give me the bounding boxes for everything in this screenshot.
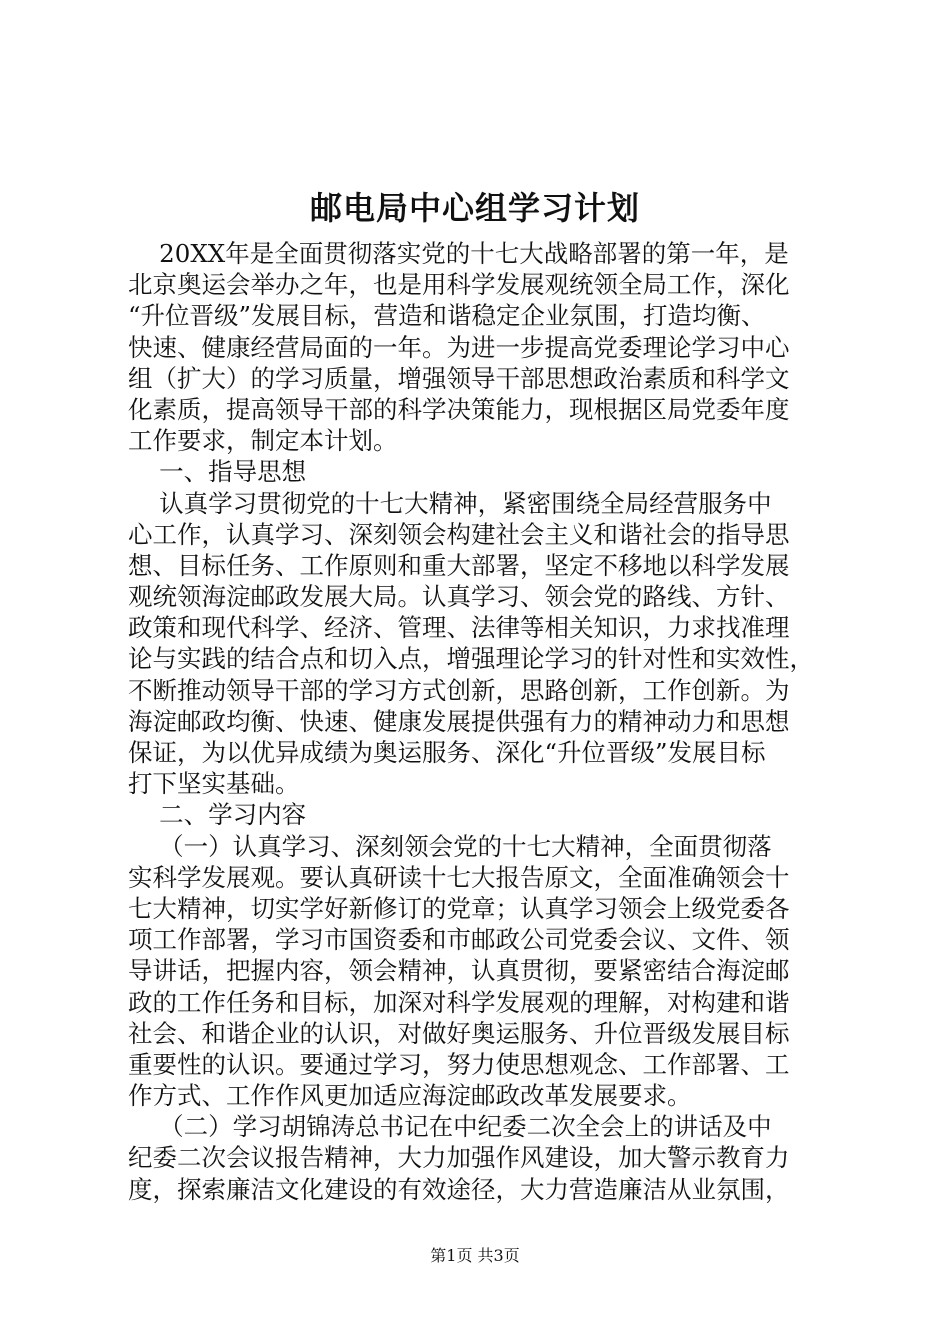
body-line: “升位晋级”发展目标，营造和谐稳定企业氛围，打造均衡、 (128, 301, 766, 331)
body-line: 想、目标任务、工作原则和重大部署，坚定不移地以科学发展 (128, 550, 790, 580)
body-line: 海淀邮政均衡、快速、健康发展提供强有力的精神动力和思想 (128, 706, 790, 736)
body-line: 保证，为以优异成绩为奥运服务、深化“升位晋级”发展目标 (128, 738, 766, 767)
body-line: 不断推动领导干部的学习方式创新，思路创新，工作创新。为 (128, 675, 790, 705)
body-line: 化素质，提高领导干部的科学决策能力，现根据区局党委年度 (128, 394, 790, 424)
body-line: 工作要求，制定本计划。 (128, 426, 398, 456)
body-line: 打下坚实基础。 (128, 769, 300, 799)
body-line: 项工作部署，学习市国资委和市邮政公司党委会议、文件、领 (128, 925, 790, 955)
body-line: （二）学习胡锦涛总书记在中纪委二次全会上的讲话及中 (128, 1112, 772, 1142)
page-footer: 第1页 共3页 (430, 1246, 520, 1265)
body-line: 作方式、工作作风更加适应海淀邮政改革发展要求。 (128, 1081, 692, 1111)
body-line: 论与实践的结合点和切入点，增强理论学习的针对性和实效性， (128, 644, 814, 674)
body-line: 心工作，认真学习、深刻领会构建社会主义和谐社会的指导思 (128, 519, 790, 549)
body-line: 组（扩大）的学习质量，增强领导干部思想政治素质和科学文 (128, 363, 790, 393)
body-line: （一）认真学习、深刻领会党的十七大精神，全面贯彻落 (128, 831, 772, 861)
body-line: 20XX年是全面贯彻落实党的十七大战略部署的第一年，是 (128, 239, 789, 268)
body-line: 社会、和谐企业的认识，对做好奥运服务、升位晋级发展目标 (128, 1018, 790, 1048)
body-line: 北京奥运会举办之年，也是用科学发展观统领全局工作，深化 (128, 270, 790, 300)
body-line: 纪委二次会议报告精神，大力加强作风建设，加大警示教育力 (128, 1143, 790, 1173)
body-line: 七大精神，切实学好新修订的党章；认真学习领会上级党委各 (128, 893, 790, 923)
body-line: 政的工作任务和目标，加深对科学发展观的理解，对构建和谐 (128, 987, 790, 1017)
body-line: 政策和现代科学、经济、管理、法律等相关知识，力求找准理 (128, 613, 790, 643)
body-line: 认真学习贯彻党的十七大精神，紧密围绕全局经营服务中 (128, 488, 772, 518)
body-line: 重要性的认识。要通过学习，努力使思想观念、工作部署、工 (128, 1049, 790, 1079)
document-title: 邮电局中心组学习计划 (309, 189, 640, 227)
body-line: 导讲话，把握内容，领会精神，认真贯彻，要紧密结合海淀邮 (128, 956, 790, 986)
body-line: 快速、健康经营局面的一年。为进一步提高党委理论学习中心 (128, 332, 790, 362)
body-line: 实科学发展观。要认真研读十七大报告原文，全面准确领会十 (128, 862, 790, 892)
document-body (128, 238, 838, 1205)
body-line: 度，探索廉洁文化建设的有效途径，大力营造廉洁从业氛围， (128, 1174, 790, 1204)
body-line: 观统领海淀邮政发展大局。认真学习、领会党的路线、方针、 (128, 582, 790, 612)
body-line: 一、指导思想 (128, 457, 307, 487)
body-line: 二、学习内容 (128, 800, 307, 830)
